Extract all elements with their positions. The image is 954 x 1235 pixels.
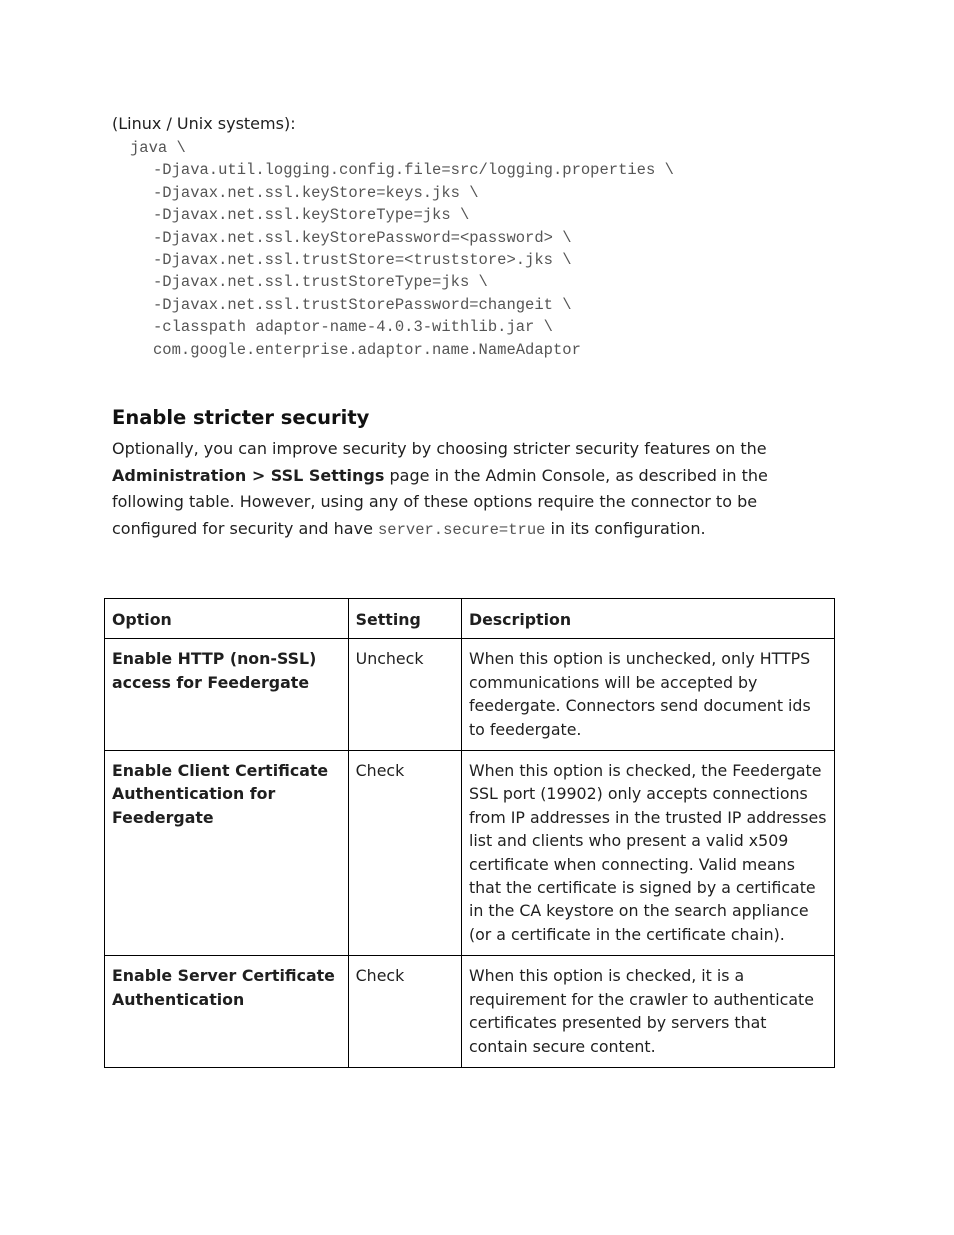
option-cell: Enable Client Certificate Authentication for Feedergate [105,751,349,956]
section-heading: Enable stricter security [112,406,370,429]
para-text-end: in its configuration. [545,518,706,538]
setting-cell: Check [348,956,461,1068]
setting-cell: Check [348,751,461,956]
description-cell: When this option is unchecked, only HTTPS communications will be accepted by feedergate. Connectors send document ids to feedergate. [461,639,834,751]
code-line: -Djavax.net.ssl.keyStore=keys.jks \ [153,183,479,202]
setting-cell: Uncheck [348,639,461,751]
code-line: -classpath adaptor-name-4.0.3-withlib.jar \ [153,318,553,337]
para-text-middle: page in the Admin Console, as described in the following table. However, using any of these options require the connector to be configured for security and have [112,465,768,538]
description-cell: When this option is checked, the Feedergate SSL port (19902) only accepts connections from IP addresses in the trusted IP addresses list and clients who present a valid x509 certificate when connecting. Valid means that the certificate is signed by a certificate in the CA keystore on the search appliance (or a certificate in the certificate chain). [461,751,834,956]
code-line: com.google.enterprise.adaptor.name.NameAdaptor [153,340,581,359]
table-row [105,751,835,956]
option-cell: Enable Server Certificate Authentication [105,956,349,1068]
code-line: java \ [130,139,186,157]
table-row [105,639,835,751]
table-header-row [105,599,835,639]
code-line: -Djava.util.logging.config.file=src/logging.properties \ [153,161,674,180]
options-table [104,598,835,1068]
column-header-setting: Setting [348,599,461,639]
code-line: -Djavax.net.ssl.trustStorePassword=changeit \ [153,295,572,314]
column-header-description: Description [461,599,834,639]
code-line: -Djavax.net.ssl.trustStoreType=jks \ [153,273,488,292]
code-block [130,137,674,361]
code-line: -Djavax.net.ssl.trustStore=<truststore>.jks \ [153,251,572,270]
para-text-start: Optionally, you can improve security by choosing stricter security features on the [112,439,767,458]
column-header-option: Option [105,599,349,639]
code-line: -Djavax.net.ssl.keyStorePassword=<password> \ [153,228,572,247]
code-line: -Djavax.net.ssl.keyStoreType=jks \ [153,206,470,225]
option-cell: Enable HTTP (non-SSL) access for Feedergate [105,639,349,751]
section-paragraph [112,436,832,543]
table-row [105,956,835,1068]
para-bold-path: Administration > SSL Settings [112,465,385,485]
para-inline-code: server.secure=true [378,520,546,539]
intro-label: (Linux / Unix systems): [112,114,296,133]
description-cell: When this option is checked, it is a requirement for the crawler to authenticate certificates presented by servers that contain secure content. [461,956,834,1068]
